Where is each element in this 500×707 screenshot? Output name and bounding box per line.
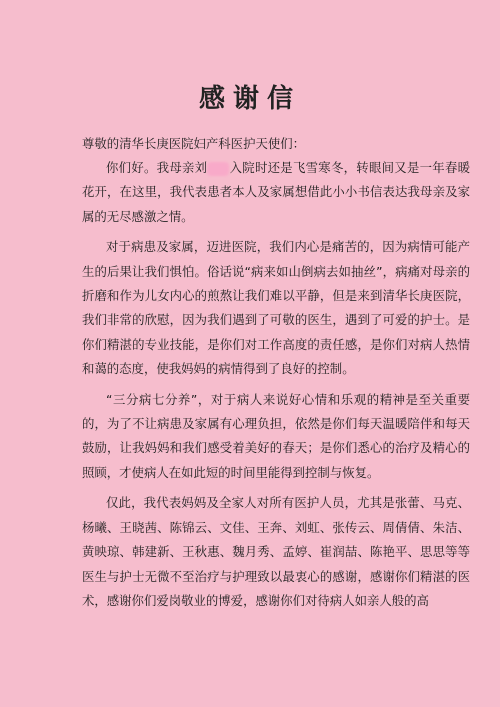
paragraph-3: “三分病七分养”，对于病人来说好心情和乐观的精神是至关重要的，为了不让病患及家属有心理负担，依然是你们每天温暖陪伴和每天鼓励，让我妈妈和我们感受着美好的春天；是你们悉心的治疗及精心的照顾，才使病人在如此短的时间里能得到控制与恢复。: [82, 391, 470, 480]
paragraph-1: [82, 156, 470, 229]
redaction-mark: [207, 162, 229, 176]
paragraph-1-end: 入院时还是飞雪寒冬，转眼间又是一年春暖花开，在这里，我代表患者本人及家属想借此小小书信表达我母亲及家属的无尽感激之情。: [82, 160, 471, 224]
paragraph-2: 对于病患及家属，迈进医院，我们内心是痛苦的，因为病情可能产生的后果让我们惧怕。俗话说“病来如山倒病去如抽丝”，病痛对母亲的折磨和作为儿女内心的煎熬让我们难以平静，但是来到清华长庚医院，我们非常的欣慰，因为我们遇到了可敬的医生，遇到了可爱的护士。是你们精湛的专业技能，是你们对工作高度的责任感，是你们对病人热情和蔼的态度，使我妈妈的病情得到了良好的控制。: [82, 239, 470, 377]
letter-body: [82, 132, 470, 613]
paragraph-4: 仅此，我代表妈妈及全家人对所有医护人员，尤其是张蕾、马克、杨曦、王晓茜、陈锦云、文佳、王奔、刘虹、张传云、周倩倩、朱洁、黄映琼、韩建新、王秋惠、魏月秀、孟婷、崔润喆、陈艳平、思思等等医生与护士无微不至治疗与护理致以最衷心的感谢，感谢你们精湛的医术，感谢你们爱岗敬业的博爱，感谢你们对待病人如亲人般的高: [82, 495, 470, 608]
paragraph-1-start: 你们好。我母亲刘: [106, 160, 208, 175]
salutation: 尊敬的清华长庚医院妇产科医护天使们：: [82, 136, 306, 151]
letter-title: 感谢信: [198, 84, 301, 114]
